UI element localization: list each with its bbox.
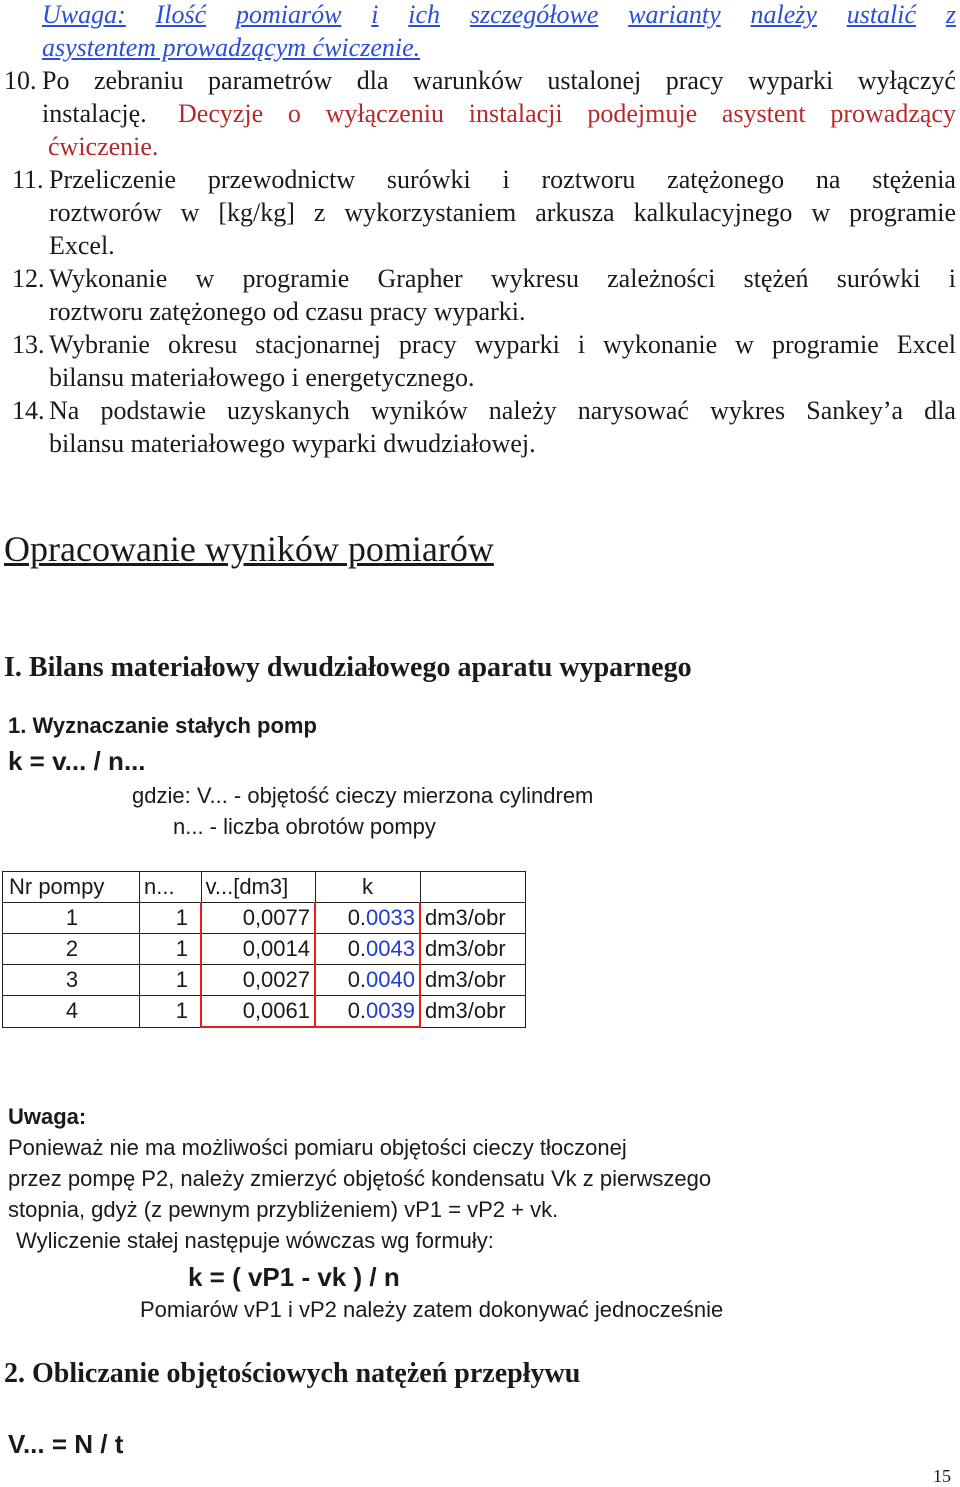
word: w [811, 198, 831, 227]
cell-n: 1 [140, 965, 202, 996]
word: kalkulacyjnego [633, 198, 793, 227]
word: w [735, 330, 754, 359]
word: dla [356, 66, 389, 95]
item14-line2: bilansu materiałowego wyparki dwudziałowej. [49, 429, 536, 458]
word: i [371, 0, 379, 29]
uwaga2-title: Uwaga: [8, 1104, 87, 1129]
uwaga2-line3: stopnia, gdyż (z pewnym przybliżeniem) vP1 = vP2 + vk. [8, 1197, 559, 1222]
uwaga2-line4: Wyliczenie stałej następuje wówczas wg formuły: [16, 1228, 494, 1253]
item11-line3: Excel. [49, 231, 115, 260]
word: w [180, 198, 200, 227]
word: parametrów [208, 66, 333, 95]
word: zależności [607, 264, 716, 293]
word: wyników [370, 396, 468, 425]
word: pracy [665, 66, 724, 95]
cell-k [315, 903, 420, 934]
word: wykres [710, 396, 786, 425]
cell-n: 1 [140, 934, 202, 965]
item11-line1 [49, 165, 956, 195]
word: Decyzje [178, 99, 264, 128]
word: instalacji [468, 99, 563, 128]
word: uzyskanych [227, 396, 350, 425]
item14-line1 [49, 396, 956, 426]
word: zebraniu [94, 66, 184, 95]
word: wykorzystaniem [344, 198, 517, 227]
word: programie [771, 330, 879, 359]
word: Grapher [377, 264, 463, 293]
item11-line2 [49, 198, 956, 228]
cell-nr: 1 [3, 903, 140, 934]
table-row [3, 934, 526, 965]
word: podejmuje [587, 99, 698, 128]
cell-k-frac: 0040 [366, 967, 415, 992]
uwaga2-formula: k = ( vP1 - vk ) / n [188, 1262, 400, 1292]
word: przewodnictw [207, 165, 356, 194]
cell-nr: 2 [3, 934, 140, 965]
cell-unit: dm3/obr [420, 934, 526, 965]
word: Ilość [155, 0, 207, 29]
cell-k [315, 934, 420, 965]
word: zatężonego [667, 165, 785, 194]
cell-v: 0,0014 [201, 934, 315, 965]
cell-k-frac: 0039 [366, 998, 415, 1023]
word: ustalonej [547, 66, 642, 95]
word: roztworów [49, 198, 162, 227]
item10-line2-red [178, 99, 956, 129]
word: szczegółowe [469, 0, 599, 29]
word: Na [49, 396, 80, 425]
word: wyłączyć [857, 66, 956, 95]
table-row [3, 965, 526, 996]
word: i [502, 165, 510, 194]
cell-nr: 4 [3, 996, 140, 1028]
cell-v: 0,0061 [201, 996, 315, 1028]
header-n: n... [140, 872, 202, 903]
word: Przeliczenie [49, 165, 177, 194]
cell-v: 0,0027 [201, 965, 315, 996]
step1-where-v: gdzie: V... - objętość cieczy mierzona cylindrem [132, 783, 594, 808]
cell-unit: dm3/obr [420, 903, 526, 934]
pump-constants-table [2, 871, 526, 1028]
item12-line1 [49, 264, 956, 294]
uwaga2-line5: Pomiarów vP1 i vP2 należy zatem dokonywać jednocześnie [140, 1297, 724, 1322]
header-nr-pompy: Nr pompy [3, 872, 140, 903]
step1-title: 1. Wyznaczanie stałych pomp [8, 713, 317, 738]
cell-n: 1 [140, 996, 202, 1028]
item12-number: 12. [12, 264, 45, 293]
item13-number: 13. [12, 330, 45, 359]
uwaga2-line2: przez pompę P2, należy zmierzyć objętość kondensatu Vk z pierwszego [8, 1166, 712, 1191]
word: ich [408, 0, 441, 29]
item13-line2: bilansu materiałowego i energetycznego. [49, 363, 475, 392]
word: [kg/kg] [218, 198, 295, 227]
word: wykresu [490, 264, 579, 293]
word: stężeń [743, 264, 809, 293]
word: Uwaga: [42, 0, 126, 29]
page-number: 15 [933, 1466, 951, 1486]
item14-number: 14. [12, 396, 45, 425]
word: narysować [577, 396, 689, 425]
word: dla [924, 396, 956, 425]
word: i [948, 264, 956, 293]
item12-line2: roztworu zatężonego od czasu pracy wyparki. [49, 297, 526, 326]
word: z [945, 0, 956, 29]
cell-k-frac: 0033 [366, 905, 415, 930]
word: surówki [836, 264, 921, 293]
step2-title: 2. Obliczanie objętościowych natężeń przepływu [4, 1358, 581, 1389]
word: i [577, 330, 586, 359]
cell-unit: dm3/obr [420, 965, 526, 996]
subsection-title: I. Bilans materiałowy dwudziałowego aparatu wyparnego [4, 652, 692, 683]
word: należy [750, 0, 817, 29]
header-v: v...[dm3] [201, 872, 315, 903]
header-k: k [315, 872, 420, 903]
cell-v: 0,0077 [201, 903, 315, 934]
word: z [313, 198, 326, 227]
item10-line1 [42, 66, 956, 96]
word: wyłączeniu [325, 99, 445, 128]
cell-k-int: 0. [347, 967, 367, 992]
item11-number: 11. [12, 165, 44, 194]
word: należy [488, 396, 557, 425]
word: pomiarów [235, 0, 342, 29]
item13-line1 [49, 330, 956, 360]
word: ustalić [846, 0, 917, 29]
table-row [3, 996, 526, 1028]
step1-where-n: n... - liczba obrotów pompy [173, 814, 436, 839]
cell-unit: dm3/obr [420, 996, 526, 1028]
word: okresu [167, 330, 238, 359]
word: pracy [398, 330, 457, 359]
word: arkusza [535, 198, 615, 227]
word: warunków [413, 66, 523, 95]
cell-n: 1 [140, 903, 202, 934]
word: stacjonarnej [255, 330, 381, 359]
word: wyparki [748, 66, 834, 95]
word: wykonanie [603, 330, 718, 359]
item10-line3: ćwiczenie. [48, 132, 159, 161]
item10-number: 10. [4, 66, 37, 95]
word: stężenia [872, 165, 956, 194]
cell-k-frac: 0043 [366, 936, 415, 961]
word: programie [849, 198, 956, 227]
word: Excel [896, 330, 956, 359]
uwaga2-line1: Ponieważ nie ma możliwości pomiaru objętości cieczy tłoczonej [8, 1135, 627, 1160]
step2-formula: V... = N / t [8, 1429, 124, 1459]
word: Po [42, 66, 70, 95]
word: wyparki [474, 330, 560, 359]
cell-k-int: 0. [347, 905, 367, 930]
cell-k [315, 996, 420, 1028]
cell-k-int: 0. [347, 998, 367, 1023]
word: Sankey’a [806, 396, 904, 425]
step1-formula: k = v... / n... [8, 746, 146, 776]
uwaga-note-line1 [42, 0, 956, 30]
word: w [195, 264, 215, 293]
word: roztworu [541, 165, 636, 194]
word: asystent [721, 99, 806, 128]
word: warianty [628, 0, 721, 29]
word: podstawie [100, 396, 206, 425]
word: Wybranie [49, 330, 150, 359]
word: na [815, 165, 841, 194]
word: surówki [386, 165, 471, 194]
header-unit [420, 872, 526, 903]
uwaga-note-line2: asystentem prowadzącym ćwiczenie. [42, 33, 421, 62]
word: Wykonanie [49, 264, 168, 293]
cell-nr: 3 [3, 965, 140, 996]
table-row [3, 903, 526, 934]
word: o [287, 99, 301, 128]
word: programie [242, 264, 350, 293]
section-title: Opracowanie wyników pomiarów [4, 529, 494, 569]
cell-k [315, 965, 420, 996]
cell-k-int: 0. [347, 936, 367, 961]
word: prowadzący [830, 99, 956, 128]
table-header-row [3, 872, 526, 903]
item10-line2-black: instalację. [42, 99, 147, 128]
